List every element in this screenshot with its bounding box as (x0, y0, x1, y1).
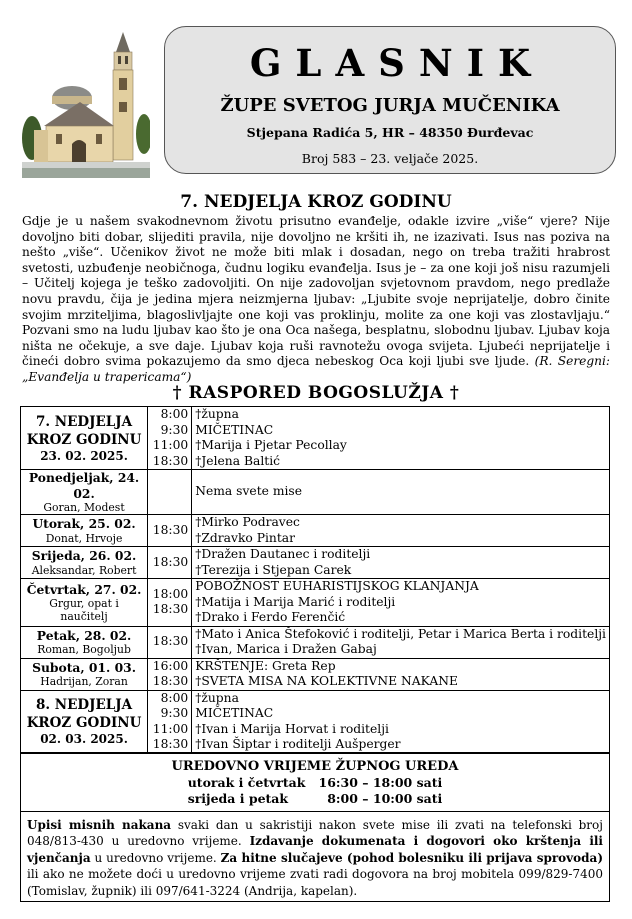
mass-intention: †Zdravko Pintar (195, 530, 295, 545)
mass-intention: †Mirko Podravec (195, 515, 300, 529)
schedule-times-cell (148, 690, 192, 753)
issue-info: Broj 583 – 23. veljače 2025. (301, 151, 479, 166)
reflection-text (22, 214, 610, 386)
mass-intention: MIČETINAC (195, 422, 274, 437)
mass-time: 18:30 (152, 453, 189, 468)
mass-intention: †župna (195, 690, 239, 705)
day-name: 8. NEDJELJA KROZ GODINU (26, 697, 142, 731)
newsletter-title: GLASNIK (249, 41, 545, 85)
schedule-row (21, 470, 610, 515)
masthead (164, 26, 616, 174)
office-hours-wed-fri: srijeda i petak 8:00 – 10:00 sati (187, 790, 443, 806)
day-date: 02. 03. 2025. (40, 732, 128, 746)
mass-schedule-table (20, 406, 610, 754)
schedule-intentions-cell (192, 547, 610, 579)
parish-name: ŽUPE SVETOG JURJA MUČENIKA (220, 95, 560, 116)
day-saints: Donat, Hrvoje (45, 531, 123, 545)
schedule-intentions-cell (192, 690, 610, 753)
mass-intention: †SVETA MISA NA KOLEKTIVNE NAKANE (195, 674, 458, 688)
schedule-times-cell (148, 515, 192, 547)
schedule-row (21, 407, 610, 470)
day-name: Ponedjeljak, 24. 02. (28, 470, 140, 501)
mass-time: 18:30 (152, 737, 189, 751)
schedule-times-cell (148, 658, 192, 690)
schedule-row (21, 658, 610, 690)
day-saints: Aleksandar, Robert (31, 563, 137, 577)
office-hours-box (20, 752, 610, 902)
schedule-day-cell (21, 658, 148, 690)
schedule-day-cell (21, 626, 148, 658)
office-hours-tue-thu: utorak i četvrtak 16:30 – 18:00 sati (187, 775, 443, 790)
mass-intention: †Ivan Šiptar i roditelji Aušperger (195, 737, 401, 751)
mass-intention: †Jelena Baltić (195, 453, 281, 468)
schedule-title: † RASPORED BOGOSLUŽJA † (172, 383, 460, 403)
schedule-intentions-cell (192, 515, 610, 547)
schedule-row (21, 579, 610, 627)
day-name: Četvrtak, 27. 02. (26, 581, 142, 597)
mass-intention: MIČETINAC (195, 706, 274, 720)
day-saints: Goran, Modest (43, 501, 125, 514)
schedule-times-cell (148, 626, 192, 658)
day-saints: Roman, Bogoljub (37, 643, 131, 657)
schedule-row (21, 690, 610, 753)
schedule-day-cell (21, 515, 148, 547)
day-name: Subota, 01. 03. (32, 659, 136, 675)
schedule-times-cell (148, 547, 192, 579)
documents-label: Izdavanje dokumenata i dogovori oko krštenja ili vjenčanja (27, 834, 603, 865)
schedule-intentions-cell (192, 658, 610, 690)
mass-time: 8:00 (160, 407, 189, 421)
reflection-source: (R. Seregni: „Evanđelja u trapericama“) (22, 354, 611, 384)
schedule-times-cell (148, 579, 192, 627)
mass-intention: †župna (195, 407, 239, 421)
day-date: 23. 02. 2025. (40, 448, 128, 463)
office-hours-title: UREDOVNO VRIJEME ŽUPNOG UREDA (171, 759, 459, 774)
reflection-body: Gdje je u našem svakodnevnom životu prisutno evanđelje, odakle izvire „više“ vjere? Nije dovoljno biti dobar, slijediti pravila, nije dovoljno ne kršiti ih, ne izazivati. Isus nas poziva na nešto „više“. Učenikov život ne može biti mlak i dosadan, nego on treba tražiti hrabrost svetosti, uzbuđenje neobičnoga, čudnu logiku evanđelja. Isus je – za one koji još nisu razumjeli – Učitelj kojega je teško zadovoljiti. On nije zadovoljan svjetovnom pravdom, nego predlaže novu pravdu, čija je jedina mjera neizmjerna ljubav: „Ljubite svoje neprijatelje, dobro činite svojim mrziteljima, blagoslivljajte one koji vas proklinju, molite za one koji vas zlostavljaju.“ Pozvani smo na ludu ljubav kao što je ona Oca našega, besplatnu, slobodnu ljubav. Ljubav koja ništa ne očekuje, a sve daje. Ljubav koja ruši ravnotežu ovoga svijeta. Ljubeći neprijatelje i čineći dobro svima pokazujemo da smo djeca nebeskog Oca koji ljubi sve ljude. (22, 214, 610, 369)
mass-time: 9:30 (160, 422, 189, 437)
church-picture (22, 30, 150, 178)
mass-intention: †Drako i Ferdo Ferenčić (195, 610, 346, 624)
schedule-day-cell (21, 547, 148, 579)
emergency-label: Za hitne slučajeve (pohod bolesniku ili prijava sprovoda) (220, 850, 603, 865)
mass-intentions-label: Upisi misnih nakana (27, 818, 172, 832)
schedule-intentions-cell (192, 579, 610, 627)
emergency-text: ili ako ne možete doći u uredovno vrijeme zvati radi dogovora na broj mobitela 099/829-7400 (Tomislav, župnik) ili 097/641-3224 (Andrija, kapelan). (27, 867, 603, 898)
office-info-text (21, 812, 609, 899)
schedule-intentions-cell (192, 407, 610, 470)
mass-time: 18:30 (152, 634, 189, 649)
schedule-intentions-cell (192, 626, 610, 658)
mass-intention: Nema svete mise (195, 484, 303, 499)
schedule-row (21, 626, 610, 658)
mass-intention: †Dražen Dautanec i roditelji (195, 547, 371, 561)
mass-time: 18:30 (152, 602, 189, 617)
day-name: Petak, 28. 02. (36, 627, 132, 643)
day-name: Utorak, 25. 02. (32, 516, 136, 532)
mass-time: 11:00 (152, 438, 189, 452)
parish-address: Stjepana Radića 5, HR – 48350 Đurđevac (246, 125, 534, 140)
schedule-row (21, 547, 610, 579)
mass-time: 18:30 (152, 554, 189, 569)
day-saints: Grgur, opat i naučitelj (49, 597, 119, 623)
schedule-day-cell (21, 470, 148, 515)
schedule-day-cell (21, 579, 148, 627)
schedule-day-cell (21, 407, 148, 470)
mass-time: 8:00 (160, 690, 189, 705)
mass-intention: †Matija i Marija Marić i roditelji (195, 594, 396, 609)
mass-intention: †Terezija i Stjepan Carek (195, 562, 352, 577)
mass-time: 18:30 (152, 522, 189, 537)
day-saints: Hadrijan, Zoran (40, 675, 128, 689)
mass-intention: POBOŽNOST EUHARISTIJSKOG KLANJANJA (195, 579, 479, 593)
documents-text: u uredovno vrijeme. (90, 850, 221, 865)
mass-intention: †Marija i Pjetar Pecollay (195, 438, 347, 452)
day-name: Srijeda, 26. 02. (31, 548, 137, 564)
mass-time: 9:30 (160, 706, 189, 720)
day-name: 7. NEDJELJA KROZ GODINU (26, 413, 142, 448)
schedule-times-cell (148, 470, 192, 515)
mass-intention: KRŠTENJE: Greta Rep (195, 658, 336, 673)
mass-intention: †Mato i Anica Štefoković i roditelji, Petar i Marica Berta i roditelji (195, 626, 606, 641)
schedule-row (21, 515, 610, 547)
schedule-times-cell (148, 407, 192, 470)
mass-time: 11:00 (152, 721, 189, 736)
mass-intention: †Ivan i Marija Horvat i roditelji (195, 721, 389, 736)
schedule-intentions-cell (192, 470, 610, 515)
mass-time: 16:00 (152, 658, 189, 673)
schedule-day-cell (21, 690, 148, 753)
mass-intentions-text: svaki dan u sakristiji nakon svete mise ili zvati na telefonski broj 048/813-430 u uredovno vrijeme. (27, 818, 603, 849)
mass-time: 18:00 (152, 586, 189, 601)
mass-intention: †Ivan, Marica i Dražen Gabaj (195, 642, 377, 656)
reflection-title: 7. NEDJELJA KROZ GODINU (180, 192, 452, 212)
mass-time: 18:30 (152, 674, 189, 688)
